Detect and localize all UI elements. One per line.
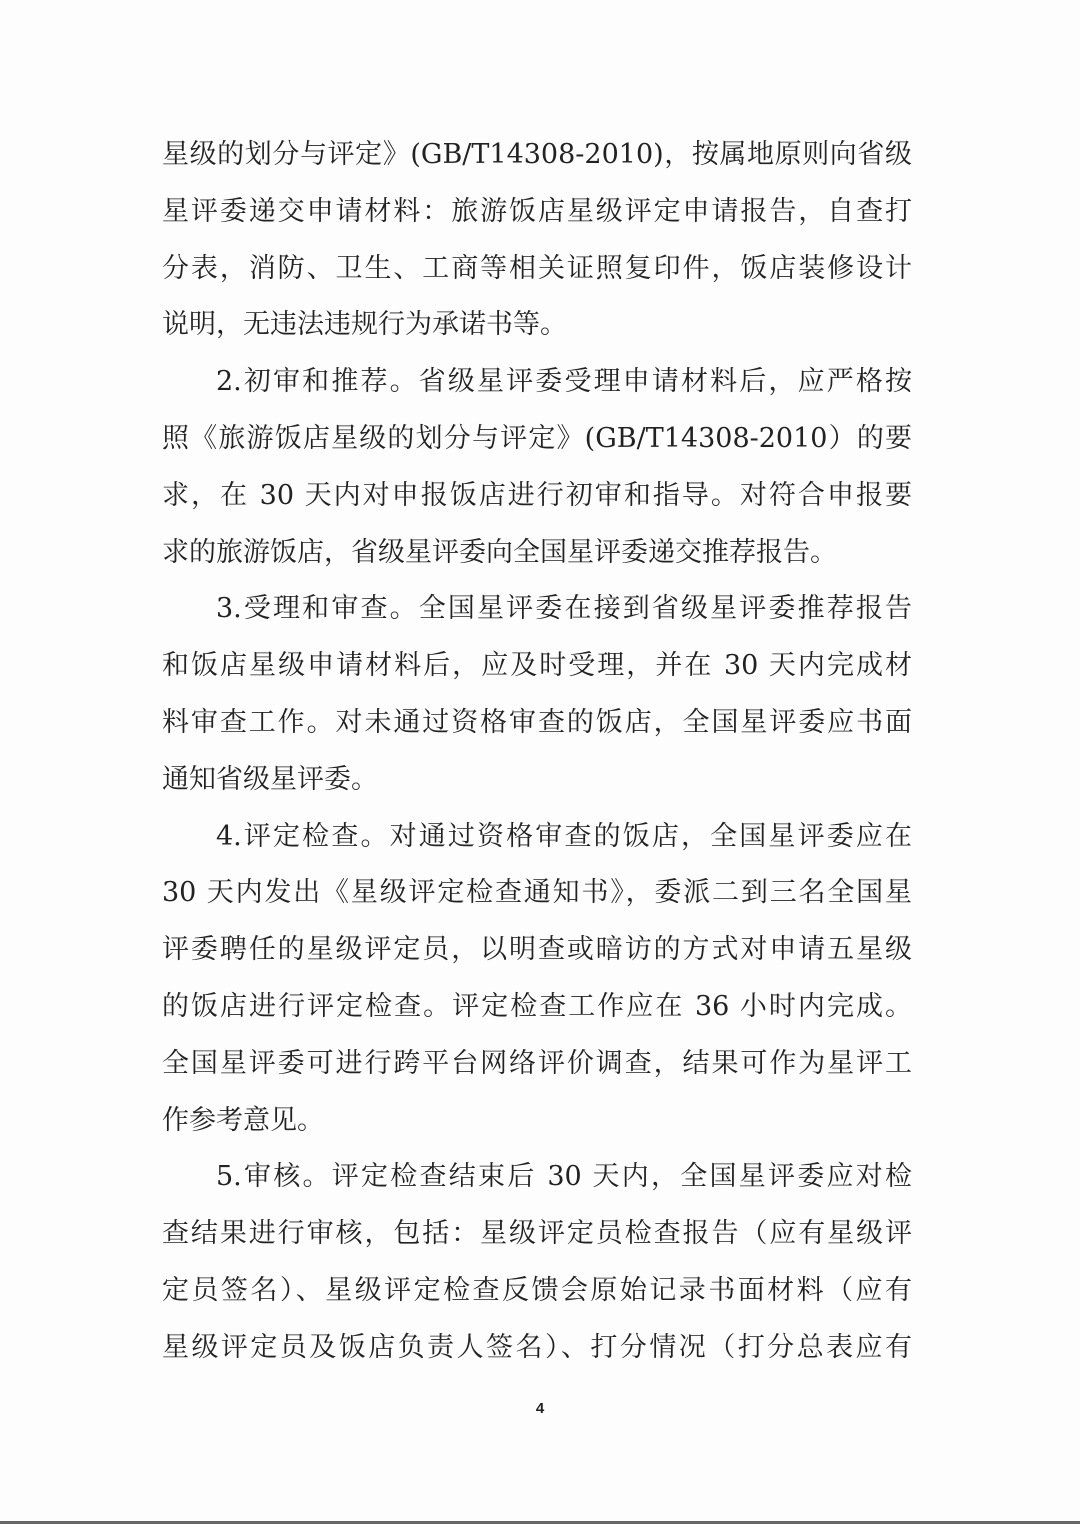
text-line: 30 天内发出《星级评定检查通知书》，委派二到三名全国星: [162, 877, 912, 909]
text-line: 说明，无违法违规行为承诺书等。: [162, 309, 567, 341]
text-line: 星级的划分与评定》(GB/T14308-2010)，按属地原则向省级: [162, 139, 912, 170]
text-line: 分表，消防、卫生、工商等相关证照复印件，饭店装修设计: [162, 252, 912, 284]
text-line: 查结果进行审核，包括：星级评定员检查报告（应有星级评: [162, 1218, 912, 1250]
scan-edge-divider: [0, 1521, 1080, 1524]
text-line: 评委聘任的星级评定员，以明查或暗访的方式对申请五星级: [162, 934, 912, 966]
text-line: 的饭店进行评定检查。评定检查工作应在 36 小时内完成。: [162, 991, 912, 1022]
text-line: 5.审核。评定检查结束后 30 天内，全国星评委应对检: [216, 1161, 912, 1193]
text-line: 求的旅游饭店，省级星评委向全国星评委递交推荐报告。: [162, 536, 837, 568]
text-line: 和饭店星级申请材料后，应及时受理，并在 30 天内完成材: [162, 650, 912, 682]
text-line: 定员签名）、星级评定检查反馈会原始记录书面材料（应有: [162, 1275, 912, 1306]
text-line: 料审查工作。对未通过资格审查的饭店，全国星评委应书面: [162, 707, 912, 738]
text-line: 求，在 30 天内对申报饭店进行初审和指导。对符合申报要: [162, 479, 912, 511]
text-line: 4.评定检查。对通过资格审查的饭店，全国星评委应在: [216, 820, 912, 852]
text-line: 星评委递交申请材料：旅游饭店星级评定申请报告，自查打: [162, 195, 912, 227]
text-line: 通知省级星评委。: [162, 763, 378, 795]
text-line: 全国星评委可进行跨平台网络评价调查，结果可作为星评工: [162, 1047, 912, 1079]
text-line: 星级评定员及饭店负责人签名）、打分情况（打分总表应有: [162, 1331, 912, 1363]
text-line: 照《旅游饭店星级的划分与评定》(GB/T14308-2010）的要: [162, 423, 912, 454]
text-line: 2.初审和推荐。省级星评委受理申请材料后，应严格按: [216, 366, 912, 398]
page-number: 4: [535, 1400, 545, 1417]
text-line: 作参考意见。: [162, 1104, 324, 1136]
text-line: 3.受理和审查。全国星评委在接到省级星评委推荐报告: [216, 593, 912, 625]
